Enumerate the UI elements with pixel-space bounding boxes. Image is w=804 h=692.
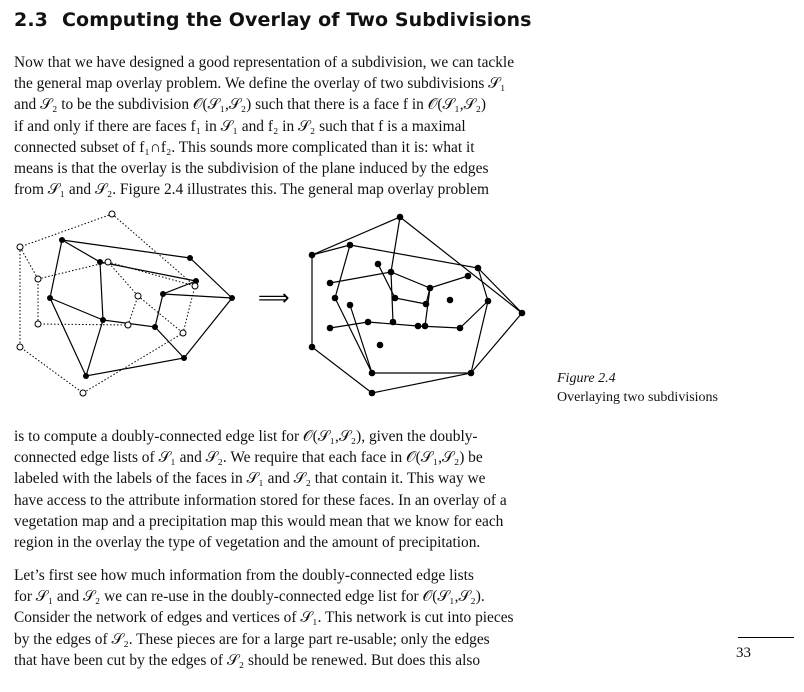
text-line: Let’s first see how much information from the doubly-connected edge lists	[14, 567, 474, 584]
figure-label: Figure 2.4	[557, 371, 616, 386]
text-line: that have been cut by the edges of 𝒮₂ should be renewed. But does this also	[14, 651, 481, 669]
page-number: 33	[736, 645, 751, 661]
paragraph-2	[14, 426, 536, 553]
text-line: from 𝒮₁ and 𝒮₂. Figure 2.4 illustrates this. The general map overlay problem	[14, 181, 489, 199]
s2-vertices	[17, 211, 198, 396]
subdivision-s2	[20, 214, 195, 393]
subdivision-s1	[50, 240, 232, 376]
section-heading	[14, 9, 532, 31]
text-line: labeled with the labels of the faces in 𝒮₁ and 𝒮₂ that contain it. This way we	[14, 470, 486, 488]
text-line: and 𝒮₂ to be the subdivision 𝒪(𝒮₁,𝒮₂) such that there is a face f in 𝒪(𝒮₁,𝒮₂)	[14, 96, 487, 114]
text-line: Now that we have designed a good representation of a subdivision, we can tackle	[14, 54, 515, 71]
overlay-subdivision	[312, 217, 522, 393]
text-line: means is that the overlay is the subdivision of the plane induced by the edges	[14, 160, 489, 178]
text-line: is to compute a doubly-connected edge list for 𝒪(𝒮₁,𝒮₂), given the doubly-	[14, 428, 478, 445]
text-line: connected edge lists of 𝒮₁ and 𝒮₂. We require that each face in 𝒪(𝒮₁,𝒮₂) be	[14, 449, 483, 467]
text-line: Consider the network of edges and vertices of 𝒮₁. This network is cut into pieces	[14, 609, 514, 627]
paragraph-3	[14, 565, 536, 671]
text-line: vegetation map and a precipitation map this would mean that we know for each	[14, 512, 504, 530]
margin-rule	[738, 637, 794, 638]
paragraph-1	[14, 52, 536, 200]
text-line: the general map overlay problem. We define the overlay of two subdivisions 𝒮₁	[14, 75, 506, 93]
text-line: by the edges of 𝒮₂. These pieces are for a large part re-usable; only the edges	[14, 630, 490, 648]
figure-caption	[557, 369, 718, 407]
implies-arrow-icon: ⟹	[258, 286, 290, 311]
section-number: 2.3	[14, 9, 48, 31]
overlay-figure	[0, 200, 560, 415]
section-title: Computing the Overlay of Two Subdivisions	[62, 9, 532, 31]
text-line: if and only if there are faces f₁ in 𝒮₁ and f₂ in 𝒮₂ such that f is a maximal	[14, 117, 466, 135]
text-line: have access to the attribute information stored for these faces. In an overlay of a	[14, 491, 507, 509]
text-line: for 𝒮₁ and 𝒮₂ we can re-use in the doubly-connected edge list for 𝒪(𝒮₁,𝒮₂).	[14, 588, 485, 606]
figure-caption-text: Overlaying two subdivisions	[557, 390, 718, 405]
text-line: connected subset of f₁∩f₂. This sounds more complicated than it is: what it	[14, 138, 475, 156]
text-line: region in the overlay the type of vegetation and the amount of precipitation.	[14, 534, 481, 552]
